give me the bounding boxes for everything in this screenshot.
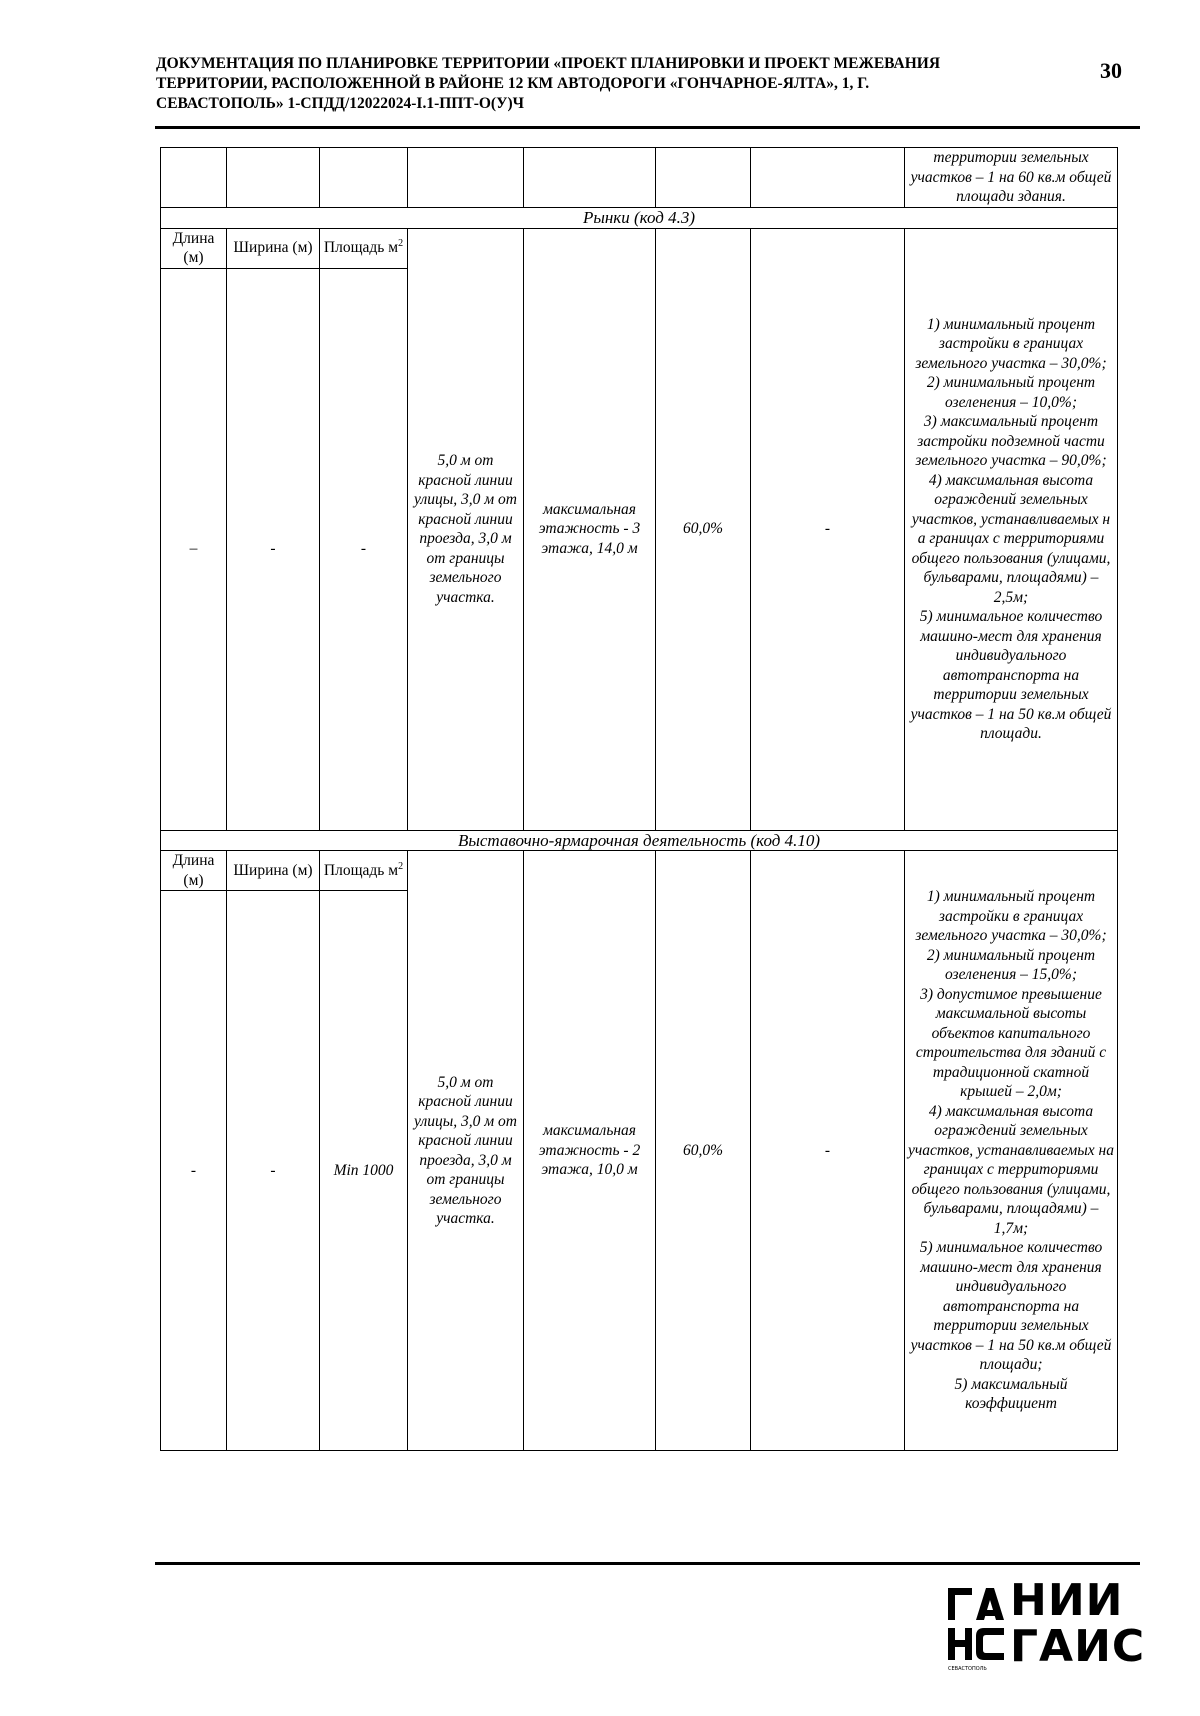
- logo-subtitle: СЕВАСТОПОЛЬ: [948, 1666, 987, 1672]
- note-item: 3) допустимое превышение максимальной высоты объектов капитального строительства для зданий с традиционной скатной крышей – 2,0м;: [915, 985, 1107, 1101]
- extra-cell: -: [751, 228, 905, 830]
- note-item: 2) минимальный процент озеленения – 10,0%;: [926, 374, 1096, 411]
- section-title-row: [161, 208, 1118, 229]
- setbacks-cell: 5,0 м от красной линии улицы, 3,0 м от красной линии проезда, 3,0 м от границы земельного участка.: [408, 851, 524, 1451]
- logo-mark-icon: [948, 1584, 1004, 1666]
- note-item: 4) максимальная высота ограждений земельных участков, устанавливаемых на границах с территориями общего пользования (улицами, бульварами, площадями) – 1,7м;: [907, 1102, 1114, 1237]
- document-header: [156, 54, 1046, 114]
- area-value: -: [320, 268, 408, 830]
- coverage-cell: 60,0%: [656, 851, 751, 1451]
- floors-cell: максимальная этажность - 3 этажа, 14,0 м: [524, 228, 656, 830]
- section-title-row: [161, 830, 1118, 851]
- coverage-cell: 60,0%: [656, 228, 751, 830]
- note-item: 5) минимальное количество машино-мест для хранения индивидуального автотранспорта на территории земельных участков – 1 на 50 кв.м общей площади.: [910, 608, 1112, 742]
- header-divider: [155, 126, 1140, 129]
- note-item: 1) минимальный процент застройки в границах земельного участка – 30,0%;: [915, 315, 1107, 372]
- col-header-width: Ширина (м): [227, 851, 320, 891]
- floors-cell: максимальная этажность - 2 этажа, 10,0 м: [524, 851, 656, 1451]
- header-line-2: ТЕРРИТОРИИ, РАСПОЛОЖЕННОЙ В РАЙОНЕ 12 КМ АВТОДОРОГИ «ГОНЧАРНОЕ-ЯЛТА», 1, Г.: [156, 75, 870, 92]
- col-header-length: Длина (м): [161, 851, 227, 891]
- column-header-row: [161, 851, 1118, 891]
- length-value: -: [161, 891, 227, 1451]
- col-header-area: Площадь $м^2$: [320, 228, 408, 268]
- note-item: 4) максимальная высота ограждений земельных участков, устанавливаемых н а границах с территориями общего пользования (улицами, бульварами, площадями) – 2,5м;: [911, 471, 1111, 606]
- area-value: Min 1000: [320, 891, 408, 1451]
- notes-cell: [905, 851, 1118, 1451]
- footer-divider: [155, 1562, 1140, 1565]
- logo-line-2: ГАИС: [1010, 1621, 1146, 1672]
- regulations-table: [160, 147, 1118, 1451]
- column-header-row: [161, 228, 1118, 268]
- note-item: 2) минимальный процент озеленения – 15,0%;: [926, 946, 1096, 984]
- note-item: 5) минимальное количество машино-мест для хранения индивидуального автотранспорта на территории земельных участков – 1 на 50 кв.м общей площади;: [910, 1239, 1112, 1374]
- continuation-notes: территории земельных участков – 1 на 60 кв.м общей площади здания.: [905, 148, 1118, 208]
- col-header-width: Ширина (м): [227, 228, 320, 268]
- notes-cell: [905, 228, 1118, 830]
- col-header-length: Длина (м): [161, 228, 227, 268]
- logo-line-1: НИИ: [1010, 1575, 1124, 1626]
- header-line-1: ДОКУМЕНТАЦИЯ ПО ПЛАНИРОВКЕ ТЕРРИТОРИИ «ПРОЕКТ ПЛАНИРОВКИ И ПРОЕКТ МЕЖЕВАНИЯ: [156, 55, 941, 72]
- note-item: 3) максимальный процент застройки подземной части земельного участка – 90,0%;: [915, 413, 1107, 469]
- continuation-row: [161, 148, 1118, 208]
- logo-wordmark: [1010, 1575, 1146, 1672]
- length-value: –: [161, 268, 227, 830]
- note-item: 5) максимальный коэффициент: [954, 1375, 1068, 1413]
- section-title-markets: Рынки (код 4.3): [161, 208, 1118, 229]
- extra-cell: -: [751, 851, 905, 1451]
- setbacks-cell: 5,0 м от красной линии улицы, 3,0 м от красной линии проезда, 3,0 м от границы земельного участка.: [408, 228, 524, 830]
- page-number: 30: [1100, 58, 1122, 83]
- width-value: -: [227, 891, 320, 1451]
- section-title-exhibitions: Выставочно-ярмарочная деятельность (код 4.10): [161, 830, 1118, 851]
- note-item: 1) минимальный процент застройки в границах земельного участка – 30,0%;: [915, 888, 1107, 945]
- company-logo: [948, 1575, 1146, 1678]
- header-line-3: СЕВАСТОПОЛЬ» 1-СПДД/12022024-I.1-ППТ-О(У)Ч: [156, 95, 524, 112]
- width-value: -: [227, 268, 320, 830]
- col-header-area: Площадь $м^2$: [320, 851, 408, 891]
